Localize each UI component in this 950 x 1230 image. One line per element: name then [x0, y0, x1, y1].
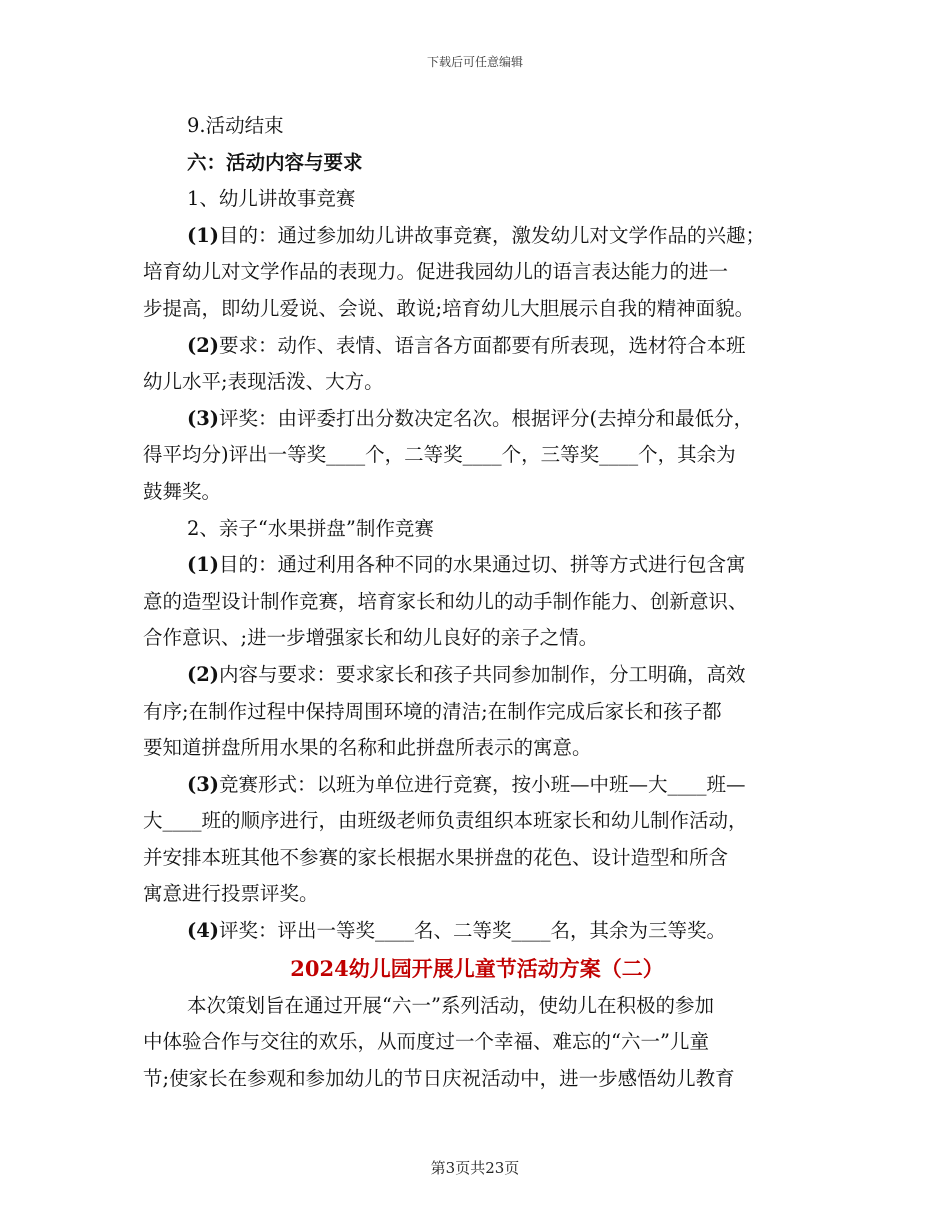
s2-p2-line-1: [143, 657, 811, 694]
s2-p4-text: 评奖：评出一等奖____名、二等奖____名，其余为三等奖。: [219, 919, 727, 943]
s1-p1-number: (1): [187, 223, 220, 247]
s1-p2-line-1: [143, 328, 811, 365]
intro-line-1: 本次策划旨在通过开展“六一”系列活动，使幼儿在积极的参加: [187, 993, 714, 1017]
s1-p3-number: (3): [187, 406, 220, 430]
s1-p2-number: (2): [187, 333, 220, 357]
subsection-2-title: 2、亲子“水果拼盘”制作竞赛: [187, 516, 434, 540]
s2-p3-line-2: 大____班的顺序进行，由班级老师负责组织本班家长和幼儿制作活动，: [143, 809, 748, 833]
s2-p1-number: (1): [187, 553, 220, 577]
s2-p2-number: (2): [187, 662, 220, 686]
s1-p2-line-2: 幼儿水平;表现活泼、大方。: [143, 370, 384, 394]
s2-p1-text: 目的：通过利用各种不同的水果通过切、拼等方式进行包含寓: [219, 553, 746, 577]
document-title: 2024幼儿园开展儿童节活动方案（二）: [290, 955, 664, 981]
s1-p2-text: 要求：动作、表情、语言各方面都要有所表现，选材符合本班: [219, 333, 746, 357]
s2-p1-line-1: [143, 547, 811, 584]
subsection-1-title: 1、幼儿讲故事竞赛: [187, 187, 356, 211]
s2-p3-number: (3): [187, 772, 220, 796]
s1-p3-line-2: 得平均分)评出一等奖____个，二等奖____个，三等奖____个，其余为: [143, 443, 736, 467]
s2-p3-line-1: [143, 767, 811, 804]
s2-p2-line-3: 要知道拼盘所用水果的名称和此拼盘所表示的寓意。: [143, 736, 592, 760]
intro-line-2: 中体验合作与交往的欢乐，从而度过一个幸福、难忘的“六一”儿童: [143, 1030, 709, 1054]
s2-p4-line-1: [143, 913, 811, 950]
s2-p2-line-2: 有序;在制作过程中保持周围环境的清洁;在制作完成后家长和孩子都: [143, 699, 722, 723]
page-footer: 第3页共23页: [430, 1159, 520, 1177]
s2-p1-line-2: 意的造型设计制作竞赛，培育家长和幼儿的动手制作能力、创新意识、: [143, 589, 748, 613]
intro-line-3: 节;使家长在参观和参加幼儿的节日庆祝活动中，进一步感悟幼儿教育: [143, 1066, 735, 1090]
section-6-heading: 六：活动内容与要求: [187, 150, 363, 174]
page-header: 下载后可任意编辑: [426, 55, 523, 69]
item-9: 9.活动结束: [187, 114, 284, 137]
s1-p1-line-1: [143, 218, 811, 255]
s1-p1-line-3: 步提高，即幼儿爱说、会说、敢说;培育幼儿大胆展示自我的精神面貌。: [143, 296, 755, 320]
s2-p3-line-3: 并安排本班其他不参赛的家长根据水果拼盘的花色、设计造型和所含: [143, 845, 729, 869]
s1-p3-text: 评奖：由评委打出分数决定名次。根据评分(去掉分和最低分，: [219, 406, 754, 430]
s2-p1-line-3: 合作意识、;进一步增强家长和幼儿良好的亲子之情。: [143, 626, 599, 650]
s1-p1-text: 目的：通过参加幼儿讲故事竞赛，激发幼儿对文学作品的兴趣；: [219, 223, 766, 247]
s2-p2-text: 内容与要求：要求家长和孩子共同参加制作，分工明确，高效: [219, 662, 746, 686]
document-body: [143, 108, 811, 1097]
s2-p3-line-4: 寓意进行投票评奖。: [143, 882, 319, 906]
s1-p3-line-3: 鼓舞奖。: [143, 479, 222, 503]
s2-p3-text: 竞赛形式：以班为单位进行竞赛，按小班—中班—大____班—: [219, 772, 746, 796]
s1-p1-line-2: 培育幼儿对文学作品的表现力。促进我园幼儿的语言表达能力的进一: [143, 260, 729, 284]
s2-p4-number: (4): [187, 919, 220, 943]
s1-p3-line-1: [143, 401, 811, 438]
